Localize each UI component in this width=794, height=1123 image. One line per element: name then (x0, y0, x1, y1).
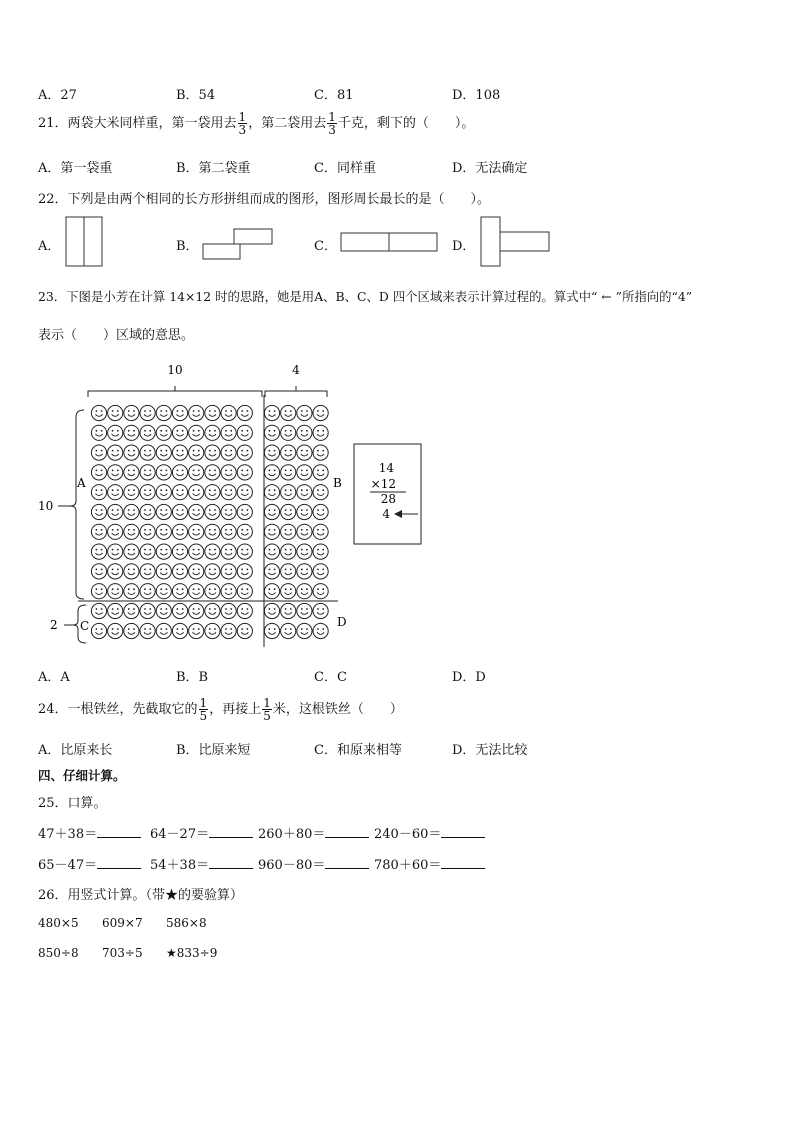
q22-option-a[interactable]: A． (38, 239, 61, 254)
smiley-face-icon (237, 603, 252, 618)
smiley-face-icon (156, 544, 171, 559)
smiley-face-icon (189, 465, 204, 480)
smiley-face-icon (172, 445, 187, 460)
answer-blank[interactable] (97, 825, 141, 838)
smiley-face-icon (140, 603, 155, 618)
smiley-face-icon (237, 544, 252, 559)
q25-expression: 54＋38＝ (150, 858, 210, 873)
smiley-face-icon (91, 524, 106, 539)
smiley-face-icon (189, 405, 204, 420)
q20-option-b[interactable]: B．54 (176, 88, 216, 103)
smiley-face-icon (264, 544, 279, 559)
q25-title: 25．口算。 (38, 796, 107, 811)
smiley-face-icon (297, 623, 312, 638)
fraction-numerator: 1 (263, 696, 271, 710)
smiley-face-icon (281, 485, 296, 500)
fraction-denominator: 3 (238, 123, 247, 137)
smiley-face-icon (140, 623, 155, 638)
fraction-numerator: 1 (199, 696, 208, 710)
smiley-face-icon (297, 445, 312, 460)
answer-blank[interactable] (325, 825, 369, 838)
smiley-face-icon (172, 425, 187, 440)
smiley-face-icon (124, 564, 139, 579)
q24-option-a[interactable]: A．比原来长 (38, 743, 113, 758)
smiley-face-icon (281, 524, 296, 539)
smiley-face-icon (313, 544, 328, 559)
smiley-face-icon (237, 524, 252, 539)
smiley-face-icon (221, 564, 236, 579)
q25-item-2-4 (374, 854, 485, 873)
smiley-face-icon (124, 485, 139, 500)
smiley-face-icon (313, 524, 328, 539)
smiley-face-icon (189, 623, 204, 638)
smiley-face-icon (205, 485, 220, 500)
smiley-face-icon (156, 485, 171, 500)
q22-shape-b-lower-rect (203, 244, 240, 259)
smiley-face-icon (124, 623, 139, 638)
smiley-face-icon (108, 623, 123, 638)
smiley-face-icon (264, 485, 279, 500)
smiley-face-icon (124, 445, 139, 460)
smiley-face-icon (172, 623, 187, 638)
region-label-d: D (337, 615, 347, 629)
q24-option-c[interactable]: C．和原来相等 (314, 743, 402, 758)
q25-item-2-2 (150, 854, 253, 873)
smiley-face-icon (237, 584, 252, 599)
smiley-face-icon (221, 445, 236, 460)
calc-arrow-head (394, 510, 402, 518)
smiley-face-icon (313, 465, 328, 480)
smiley-face-icon (221, 584, 236, 599)
q26-item-1-1: 480×5 (38, 916, 79, 930)
smiley-face-icon (156, 465, 171, 480)
smiley-face-icon (156, 504, 171, 519)
q22-option-b[interactable]: B． (176, 239, 199, 254)
q25-expression: 47＋38＝ (38, 827, 98, 842)
q23-option-b[interactable]: B．B (176, 670, 209, 685)
q23-option-d[interactable]: D．D (452, 670, 486, 685)
smiley-face-icon (221, 485, 236, 500)
smiley-face-icon (264, 564, 279, 579)
smiley-face-icon (108, 405, 123, 420)
smiley-face-icon (281, 504, 296, 519)
smiley-face-icon (313, 445, 328, 460)
smiley-face-icon (264, 623, 279, 638)
q24-text-b: ，再接上 (209, 702, 262, 717)
q20-option-a[interactable]: A．27 (38, 88, 77, 103)
answer-blank[interactable] (441, 856, 485, 869)
smiley-face-icon (264, 465, 279, 480)
q22-option-d[interactable]: D． (452, 239, 476, 254)
section-title: 四、仔细计算。 (38, 768, 126, 783)
smiley-face-icon (108, 445, 123, 460)
smiley-face-icon (156, 405, 171, 420)
smiley-face-icon (140, 584, 155, 599)
smiley-face-icon (91, 425, 106, 440)
region-label-a: A (77, 476, 86, 490)
smiley-face-icon (156, 524, 171, 539)
smiley-face-icon (205, 445, 220, 460)
smiley-face-icon (140, 445, 155, 460)
q24-text-c: 米，这根铁丝（ ） (272, 702, 403, 717)
q21-text-c: 千克，剩下的（ ）。 (337, 116, 475, 131)
smiley-face-icon (313, 405, 328, 420)
smiley-face-icon (221, 465, 236, 480)
smiley-face-icon (189, 564, 204, 579)
smiley-face-icon (108, 485, 123, 500)
q22-shape-b-upper-rect (234, 229, 272, 244)
smiley-face-icon (221, 544, 236, 559)
smiley-face-icon (91, 465, 106, 480)
smiley-face-icon (172, 524, 187, 539)
region-label-c: C (80, 619, 90, 633)
q25-expression: 260＋80＝ (258, 827, 326, 842)
smiley-face-icon (91, 623, 106, 638)
smiley-face-icon (281, 405, 296, 420)
smiley-face-icon (205, 425, 220, 440)
fraction-numerator: 1 (238, 110, 247, 124)
smiley-face-icon (221, 405, 236, 420)
smiley-face-icon (108, 603, 123, 618)
smiley-face-icon (189, 603, 204, 618)
smiley-face-icon (205, 623, 220, 638)
smiley-face-icon (281, 445, 296, 460)
smiley-face-icon (140, 405, 155, 420)
region-label-b: B (333, 476, 342, 490)
smiley-face-icon (124, 425, 139, 440)
smiley-face-icon (313, 485, 328, 500)
label-side-2: 2 (50, 618, 58, 632)
q25-expression: 780＋60＝ (374, 858, 442, 873)
smiley-face-icon (281, 603, 296, 618)
smiley-face-icon (108, 564, 123, 579)
smiley-face-icon (189, 425, 204, 440)
q25-expression: 65－47＝ (38, 858, 98, 873)
q26-item-1-2: 609×7 (102, 916, 143, 930)
smiley-face-icon (124, 524, 139, 539)
q24-text-a: 24．一根铁丝，先截取它的 (38, 702, 198, 717)
smiley-face-icon (172, 465, 187, 480)
smiley-face-icon (140, 524, 155, 539)
smiley-face-icon (237, 465, 252, 480)
smiley-face-icon (91, 603, 106, 618)
smiley-face-icon (108, 465, 123, 480)
q24-option-b[interactable]: B．比原来短 (176, 743, 251, 758)
smiley-face-icon (264, 425, 279, 440)
smiley-face-icon (140, 485, 155, 500)
smiley-face-icon (189, 544, 204, 559)
smiley-face-icon (140, 425, 155, 440)
q23-option-c[interactable]: C．C (314, 670, 347, 685)
brace-top-right (265, 391, 327, 397)
smiley-face-icon (140, 465, 155, 480)
smiley-face-icon (237, 425, 252, 440)
smiley-face-icon (313, 603, 328, 618)
smiley-face-icon (313, 425, 328, 440)
smiley-face-icon (297, 544, 312, 559)
q23-question-line2: 表示（ ）区域的意思。 (38, 328, 195, 343)
smiley-face-icon (189, 524, 204, 539)
smiley-face-icon (313, 623, 328, 638)
smiley-face-icon (189, 485, 204, 500)
smiley-face-icon (108, 544, 123, 559)
smiley-face-icon (297, 425, 312, 440)
q25-item-2-3 (258, 854, 369, 873)
smiley-face-icon (281, 584, 296, 599)
smiley-face-icon (297, 465, 312, 480)
answer-blank[interactable] (441, 825, 485, 838)
smiley-face-icon (124, 544, 139, 559)
smiley-face-icon (264, 584, 279, 599)
q26-item-1-3: 586×8 (166, 916, 207, 930)
fraction-denominator: 3 (328, 123, 336, 137)
smiley-face-icon (281, 564, 296, 579)
q22-shape-c-left-rect (341, 233, 389, 251)
smiley-face-icon (205, 504, 220, 519)
smiley-face-icon (297, 564, 312, 579)
smiley-face-icon (221, 524, 236, 539)
smiley-face-icon (172, 603, 187, 618)
q25-item-1-1 (38, 823, 141, 842)
q25-item-1-3 (258, 823, 369, 842)
smiley-face-icon (140, 544, 155, 559)
smiley-face-icon (156, 623, 171, 638)
q26-item-2-1: 850÷8 (38, 946, 79, 960)
smiley-face-icon (91, 445, 106, 460)
smiley-face-icon (297, 504, 312, 519)
smiley-face-icon (124, 584, 139, 599)
q24-fraction-1 (199, 697, 209, 722)
q23-question-line1: 23．下图是小芳在计算 14×12 时的思路，她是用A、B、C、D 四个区域来表示计算过程的。算式中“ ← ”所指向的“4” (38, 289, 693, 304)
smiley-face-icon (237, 445, 252, 460)
smiley-face-icon (124, 603, 139, 618)
smiley-face-icon (156, 603, 171, 618)
fraction-denominator: 5 (199, 709, 208, 723)
smiley-face-icon (313, 504, 328, 519)
calc-line-14: 14 (378, 461, 394, 475)
q22-option-c[interactable]: C． (314, 239, 337, 254)
q21-option-d[interactable]: D．无法确定 (452, 161, 528, 176)
smiley-face-icon (313, 584, 328, 599)
answer-blank[interactable] (209, 825, 253, 838)
smiley-face-icon (91, 544, 106, 559)
q25-item-2-1 (38, 854, 141, 873)
smiley-face-icon (313, 564, 328, 579)
brace-left-top (70, 410, 84, 599)
q21-option-b[interactable]: B．第二袋重 (176, 161, 251, 176)
smiley-face-icon (156, 445, 171, 460)
smiley-face-icon (205, 584, 220, 599)
smiley-face-icon (297, 584, 312, 599)
smiley-face-icon (108, 425, 123, 440)
smiley-face-icon (237, 504, 252, 519)
smiley-face-icon (156, 584, 171, 599)
calc-line-28: 28 (380, 492, 396, 506)
smiley-face-icon (281, 544, 296, 559)
smiley-face-icon (172, 504, 187, 519)
smiley-face-icon (205, 405, 220, 420)
q22-shape-c-right-rect (389, 233, 437, 251)
smiley-face-icon (189, 445, 204, 460)
smiley-face-icon (172, 584, 187, 599)
smiley-face-icon (237, 564, 252, 579)
smiley-face-icon (91, 405, 106, 420)
label-top-4: 4 (292, 363, 300, 377)
smiley-face-icon (205, 465, 220, 480)
smiley-face-icon (189, 584, 204, 599)
fraction-numerator: 1 (328, 110, 336, 124)
smiley-face-icon (108, 524, 123, 539)
q21-option-a[interactable]: A．第一袋重 (38, 161, 113, 176)
smiley-face-icon (264, 504, 279, 519)
q22-shape-a-right-rect (84, 217, 102, 266)
q22-shapes (0, 0, 794, 280)
q22-shape-a-left-rect (66, 217, 84, 266)
q25-item-1-4 (374, 823, 485, 842)
smiley-face-icon (297, 485, 312, 500)
smiley-face-icon (281, 465, 296, 480)
q25-item-1-2 (150, 823, 253, 842)
q22-shape-d-horizontal-rect (500, 232, 549, 251)
smiley-face-icon (281, 425, 296, 440)
smiley-face-icon (172, 405, 187, 420)
smiley-face-icon (91, 504, 106, 519)
q22-shape-d-vertical-rect (481, 217, 500, 266)
smiley-face-icon (172, 485, 187, 500)
q22-question: 22．下列是由两个相同的长方形拼组而成的图形，图形周长最长的是（ ）。 (38, 192, 491, 207)
q25-expression: 960－80＝ (258, 858, 326, 873)
smiley-face-icon (124, 465, 139, 480)
smiley-face-icon (237, 623, 252, 638)
smiley-face-icon (221, 603, 236, 618)
q23-figure (0, 355, 794, 655)
smiley-face-icon (91, 564, 106, 579)
q24-option-d[interactable]: D．无法比较 (452, 743, 528, 758)
q21-option-c[interactable]: C．同样重 (314, 161, 376, 176)
smiley-face-icon (205, 544, 220, 559)
calc-line-4: 4 (382, 507, 390, 521)
smiley-face-icon (297, 405, 312, 420)
smiley-face-icon (237, 485, 252, 500)
answer-blank[interactable] (325, 856, 369, 869)
smiley-face-icon (124, 405, 139, 420)
smiley-face-icon (140, 564, 155, 579)
smiley-face-icon (108, 584, 123, 599)
smiley-face-icon (205, 524, 220, 539)
smiley-face-icon (205, 564, 220, 579)
brace-top-left (88, 391, 262, 397)
smiley-face-icon (221, 425, 236, 440)
q20-option-c[interactable]: C．81 (314, 88, 354, 103)
smiley-face-icon (237, 405, 252, 420)
q25-expression: 64－27＝ (150, 827, 210, 842)
smiley-face-icon (91, 485, 106, 500)
smiley-face-icon (221, 623, 236, 638)
smiley-face-icon (264, 524, 279, 539)
smiley-face-icon (172, 564, 187, 579)
smiley-grid (91, 405, 328, 638)
smiley-face-icon (156, 425, 171, 440)
q24-question (38, 697, 403, 722)
calc-line-x12: ×12 (370, 477, 396, 491)
smiley-face-icon (221, 504, 236, 519)
q26-item-2-3: ★833÷9 (166, 946, 218, 960)
q21-text-b: ，第二袋用去 (248, 116, 327, 131)
smiley-face-icon (124, 504, 139, 519)
q25-expression: 240－60＝ (374, 827, 442, 842)
label-side-10: 10 (38, 499, 54, 513)
smiley-face-icon (297, 603, 312, 618)
answer-blank[interactable] (97, 856, 141, 869)
q23-option-a[interactable]: A．A (38, 670, 70, 685)
smiley-face-icon (264, 603, 279, 618)
smiley-face-icon (264, 445, 279, 460)
smiley-face-icon (108, 504, 123, 519)
smiley-face-icon (172, 544, 187, 559)
smiley-face-icon (264, 405, 279, 420)
q24-fraction-2 (262, 697, 272, 722)
q26-title: 26．用竖式计算。（带★的要验算） (38, 888, 244, 903)
answer-blank[interactable] (209, 856, 253, 869)
smiley-face-icon (281, 623, 296, 638)
q20-option-d[interactable]: D．108 (452, 88, 501, 103)
smiley-face-icon (205, 603, 220, 618)
smiley-face-icon (156, 564, 171, 579)
smiley-face-icon (189, 504, 204, 519)
fraction-denominator: 5 (263, 709, 271, 723)
smiley-face-icon (297, 524, 312, 539)
label-top-10: 10 (167, 363, 183, 377)
q26-item-2-2: 703÷5 (102, 946, 143, 960)
smiley-face-icon (91, 584, 106, 599)
smiley-face-icon (140, 504, 155, 519)
q21-text-a: 21．两袋大米同样重，第一袋用去 (38, 116, 237, 131)
